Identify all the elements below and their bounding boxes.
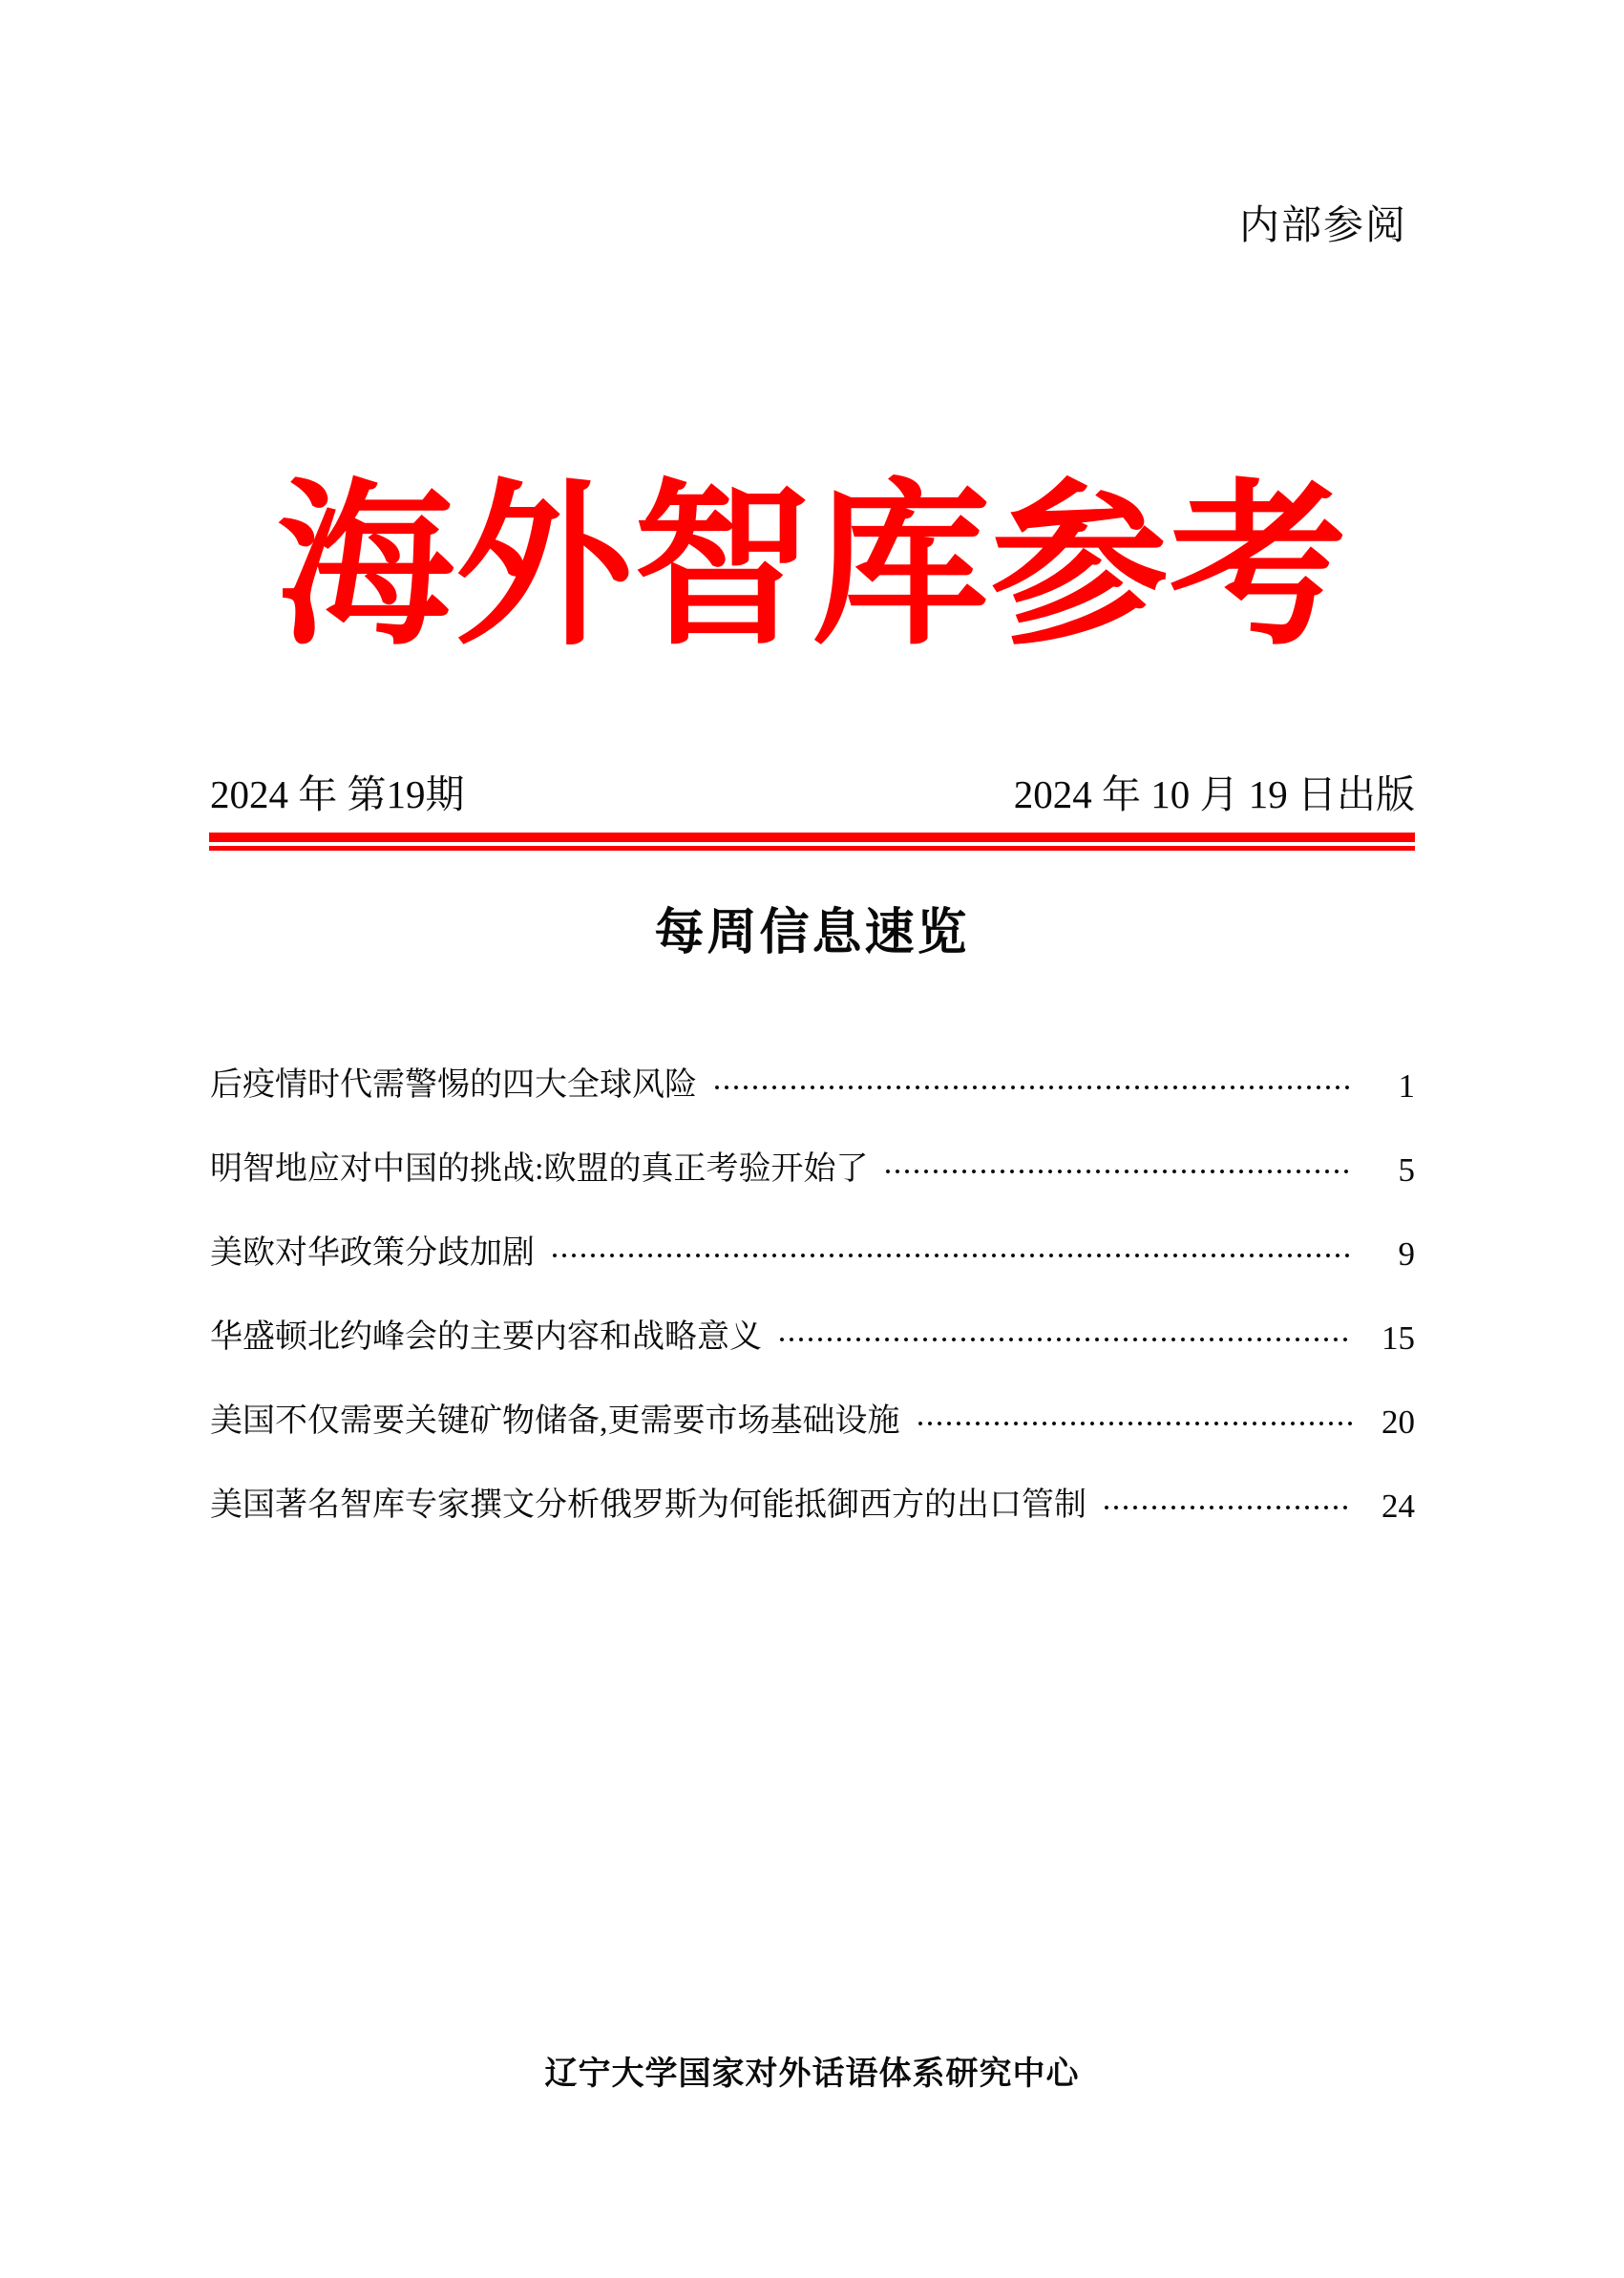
toc-item — [210, 1236, 1415, 1271]
toc-item-page: 1 — [1398, 1066, 1415, 1105]
toc-item-title: 后疫情时代需警惕的四大全球风险 — [210, 1067, 697, 1103]
dotted-leader — [712, 1081, 1352, 1094]
toc-item-title: 美国不仅需要关键矿物储备,更需要市场基础设施 — [210, 1403, 900, 1439]
publisher-org: 辽宁大学国家对外话语体系研究中心 — [544, 2055, 1080, 2093]
toc-item-title: 明智地应对中国的挑战:欧盟的真正考验开始了 — [210, 1151, 869, 1187]
red-rule-thick — [209, 833, 1415, 842]
toc-item-page: 15 — [1381, 1318, 1415, 1357]
toc-item-page: 24 — [1381, 1487, 1415, 1525]
red-rule-thin — [209, 846, 1415, 851]
toc-item-title: 美欧对华政策分歧加剧 — [210, 1235, 535, 1271]
dotted-leader — [550, 1249, 1352, 1262]
toc-item-page: 9 — [1398, 1234, 1415, 1273]
toc-item-page: 20 — [1381, 1403, 1415, 1441]
dotted-leader — [916, 1417, 1353, 1430]
toc-item — [210, 1488, 1415, 1523]
toc-item — [210, 1320, 1415, 1355]
toc-item — [210, 1404, 1415, 1439]
publish-date: 2024 年 10 月 19 日出版 — [1013, 772, 1415, 816]
toc-item-page: 5 — [1398, 1150, 1415, 1189]
toc-item-title: 华盛顿北约峰会的主要内容和战略意义 — [210, 1319, 762, 1355]
toc-item-title: 美国著名智库专家撰文分析俄罗斯为何能抵御西方的出口管制 — [210, 1487, 1086, 1523]
classification-note: 内部参阅 — [1239, 204, 1408, 248]
section-title: 每周信息速览 — [654, 904, 970, 961]
table-of-contents — [210, 1068, 1415, 1523]
dotted-leader — [883, 1165, 1352, 1178]
publication-title: 海外智库参考 — [276, 470, 1348, 666]
toc-item — [210, 1068, 1415, 1103]
issue-number: 2024 年 第19期 — [210, 772, 465, 816]
issue-line — [210, 772, 1415, 816]
toc-item — [210, 1152, 1415, 1187]
dotted-leader — [1102, 1501, 1352, 1514]
dotted-leader — [777, 1333, 1352, 1346]
